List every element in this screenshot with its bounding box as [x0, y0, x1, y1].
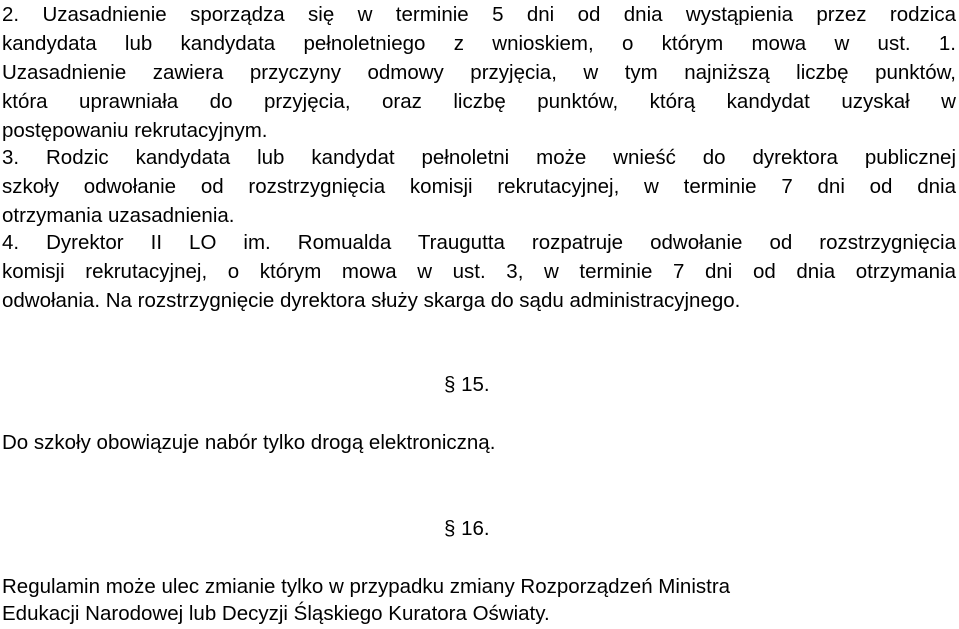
section-15-heading: § 15. [444, 373, 490, 396]
paragraph-line: odwołania. Na rozstrzygnięcie dyrektora służy skarga do sądu administracyjnego. [2, 289, 741, 312]
paragraph-line: Uzasadnienie zawiera przyczyny odmowy przyjęcia, w tym najniższą liczbę punktów, [2, 61, 956, 84]
section-16-line: Edukacji Narodowej lub Decyzji Śląskiego Kuratora Oświaty. [2, 602, 550, 625]
paragraph-line: 3. Rodzic kandydata lub kandydat pełnoletni może wnieść do dyrektora publicznej [2, 146, 956, 169]
paragraph-line: która uprawniała do przyjęcia, oraz liczbę punktów, którą kandydat uzyskał w [2, 90, 956, 113]
section-16-line: Regulamin może ulec zmianie tylko w przypadku zmiany Rozporządzeń Ministra [2, 575, 731, 598]
paragraph-line: kandydata lub kandydata pełnoletniego z wnioskiem, o którym mowa w ust. 1. [2, 32, 956, 55]
paragraph-line: postępowaniu rekrutacyjnym. [2, 119, 268, 142]
paragraph-3 [2, 143, 956, 230]
section-15-text: Do szkoły obowiązuje nabór tylko drogą elektroniczną. [2, 431, 496, 454]
paragraph-2 [2, 0, 956, 145]
paragraph-line: 4. Dyrektor II LO im. Romualda Traugutta rozpatruje odwołanie od rozstrzygnięcia [2, 231, 956, 254]
paragraph-line: szkoły odwołanie od rozstrzygnięcia komisji rekrutacyjnej, w terminie 7 dni od dnia [2, 175, 956, 198]
section-16-heading: § 16. [444, 517, 490, 540]
paragraph-line: 2. Uzasadnienie sporządza się w terminie 5 dni od dnia wystąpienia przez rodzica [2, 3, 956, 26]
paragraph-line: otrzymania uzasadnienia. [2, 204, 235, 227]
paragraph-4 [2, 228, 956, 315]
paragraph-line: komisji rekrutacyjnej, o którym mowa w ust. 3, w terminie 7 dni od dnia otrzymania [2, 260, 956, 283]
